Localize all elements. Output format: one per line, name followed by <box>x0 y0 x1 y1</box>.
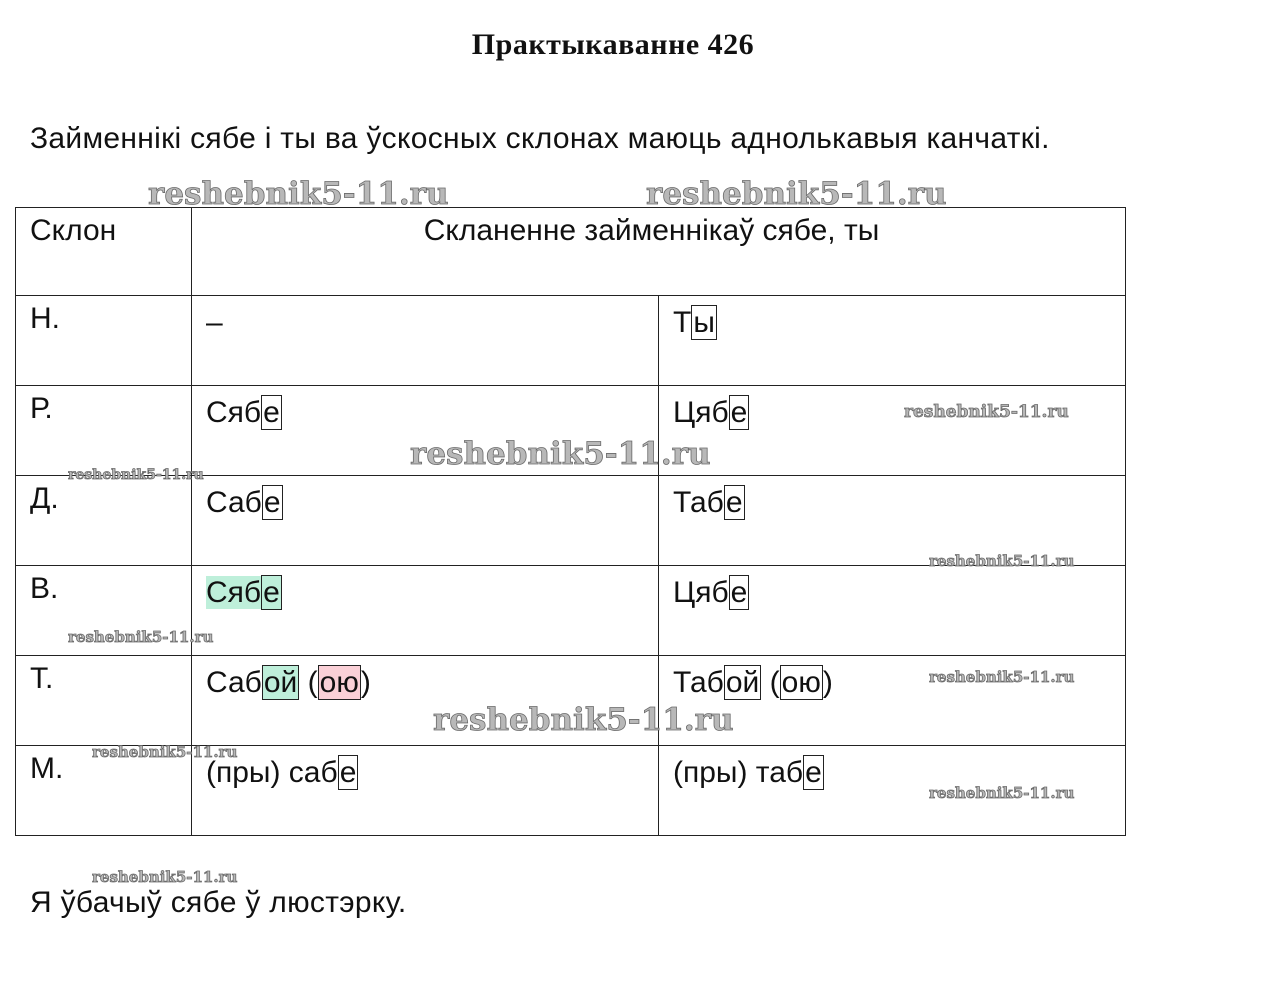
form-stem: Саб <box>206 666 262 699</box>
case-label: Н. <box>16 296 192 386</box>
form-ty <box>659 386 1126 476</box>
form-stem: Т <box>673 306 692 339</box>
ending-box: е <box>725 486 743 519</box>
table-row <box>16 296 1126 386</box>
header-case: Склон <box>16 208 192 296</box>
form-sabe <box>192 386 659 476</box>
form-ty <box>659 656 1126 746</box>
watermark: reshebnik5-11.ru <box>646 176 947 212</box>
form-ty <box>659 746 1126 836</box>
case-label: Т. <box>16 656 192 746</box>
table-row <box>16 566 1126 656</box>
ending-box: е <box>263 486 281 519</box>
case-label: М. <box>16 746 192 836</box>
rule-text: Займеннікі сябе і ты ва ўскосных склонах маюць аднолькавыя канчаткі. <box>30 122 1050 155</box>
case-label: В. <box>16 566 192 656</box>
watermark: reshebnik5-11.ru <box>929 552 1075 570</box>
form-stem: (пры) саб <box>206 756 338 789</box>
form-paren: ( <box>761 666 780 699</box>
watermark: reshebnik5-11.ru <box>433 702 734 738</box>
ending-box: ою <box>781 666 821 699</box>
ending-box: е <box>339 756 357 789</box>
form-ty <box>659 296 1126 386</box>
form-sabe <box>192 566 659 656</box>
watermark: reshebnik5-11.ru <box>148 176 449 212</box>
ending-box: е <box>730 576 748 609</box>
form-ty <box>659 476 1126 566</box>
ending-box: е <box>263 396 280 429</box>
form-stem: – <box>206 306 223 339</box>
watermark: reshebnik5-11.ru <box>904 402 1069 422</box>
example-sentence: Я ўбачыў сябе ў люстэрку. <box>30 886 407 919</box>
table-row <box>16 746 1126 836</box>
watermark: reshebnik5-11.ru <box>92 868 238 886</box>
ending-box: е <box>263 576 280 609</box>
table-header-row <box>16 208 1126 296</box>
page-title: Практыкаванне 426 <box>471 28 755 61</box>
form-stem: Сяб <box>206 396 262 429</box>
form-stem: (пры) таб <box>673 756 804 789</box>
watermark: reshebnik5-11.ru <box>68 467 204 483</box>
form-stem: Таб <box>673 486 724 519</box>
watermark: reshebnik5-11.ru <box>929 784 1075 802</box>
form-paren: ) <box>360 666 371 699</box>
table-row <box>16 656 1126 746</box>
form-stem: Саб <box>206 486 262 519</box>
watermark: reshebnik5-11.ru <box>92 743 238 761</box>
ending-box: ой <box>263 666 298 699</box>
case-label: Д. <box>16 476 192 566</box>
declension-table <box>15 207 1126 836</box>
form-sabe <box>192 656 659 746</box>
table-row <box>16 386 1126 476</box>
form-sabe <box>192 296 659 386</box>
form-stem: Сяб <box>206 576 262 609</box>
watermark: reshebnik5-11.ru <box>68 628 214 646</box>
watermark: reshebnik5-11.ru <box>929 668 1075 686</box>
table-row <box>16 476 1126 566</box>
ending-box: е <box>805 756 822 789</box>
watermark: reshebnik5-11.ru <box>410 436 711 472</box>
ending-box: ы <box>693 306 715 339</box>
case-label: Р. <box>16 386 192 476</box>
form-ty <box>659 566 1126 656</box>
ending-box: ою <box>319 666 359 699</box>
form-stem: Цяб <box>673 396 729 429</box>
form-stem: Таб <box>673 666 724 699</box>
header-declension: Скланенне займеннікаў сябе, ты <box>192 208 1126 296</box>
ending-box: е <box>730 396 748 429</box>
form-stem: Цяб <box>673 576 729 609</box>
form-paren: ) <box>822 666 833 699</box>
ending-box: ой <box>725 666 760 699</box>
form-paren: ( <box>299 666 318 699</box>
form-sabe <box>192 746 659 836</box>
form-sabe <box>192 476 659 566</box>
